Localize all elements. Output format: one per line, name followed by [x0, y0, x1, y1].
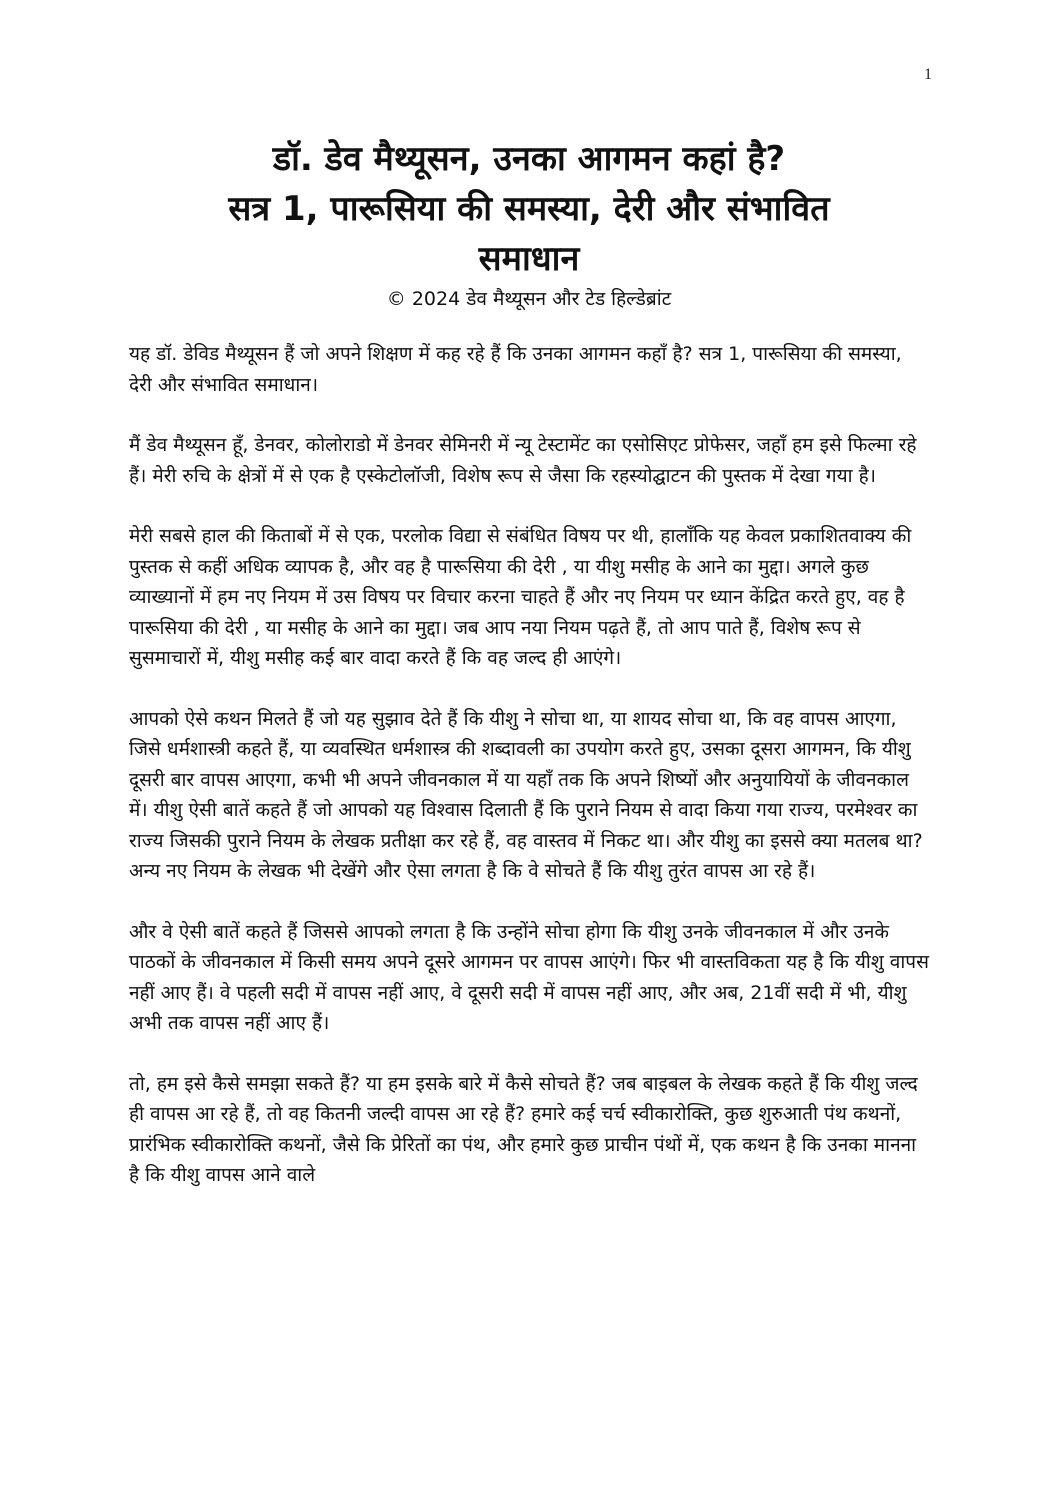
- title-block: [130, 134, 928, 312]
- paragraph-1: यह डॉ. डेविड मैथ्यूसन हैं जो अपने शिक्षण में कह रहे हैं कि उनका आगमन कहाँ है? सत्र 1, पारूसिया की समस्या, देरी और संभावित समाधान।: [129, 343, 902, 396]
- title-line-2: सत्र 1, पारूसिया की समस्या, देरी और संभावित: [228, 189, 830, 229]
- copyright-notice: © 2024 डेव मैथ्यूसन और टेड हिल्डेब्रांट: [386, 288, 672, 310]
- body-text: [129, 339, 929, 1221]
- paragraph-2: मैं डेव मैथ्यूसन हूँ, डेनवर, कोलोराडो में डेनवर सेमिनरी में न्यू टेस्टामेंट का एसोसिएट प्रोफेसर, जहाँ हम इसे फिल्मा रहे हैं। मेरी रुचि के क्षेत्रों में से एक है एस्केटोलॉजी, विशेष रूप से जैसा कि रहस्योद्घाटन की पुस्तक में देखा गया है।: [129, 434, 917, 487]
- page-number: 1: [924, 66, 932, 83]
- paragraph-4: आपको ऐसे कथन मिलते हैं जो यह सुझाव देते हैं कि यीशु ने सोचा था, या शायद सोचा था, कि वह वापस आएगा, जिसे धर्मशास्त्री कहते हैं, या व्यवस्थित धर्मशास्त्र की शब्दावली का उपयोग करते हुए, उसका दूसरा आगमन, कि यीशु दूसरी बार वापस आएगा, कभी भी अपने जीवनकाल में या यहाँ तक कि अपने शिष्यों और अनुयायियों के जीवनकाल में। यीशु ऐसी बातें कहते हैं जो आपको यह विश्वास दिलाती हैं कि पुराने नियम से वादा किया गया राज्य, परमेश्वर का राज्य जिसकी पुराने नियम के लेखक प्रतीक्षा कर रहे हैं, वह वास्तव में निकट था। और यीशु का इससे क्या मतलब था? अन्य नए नियम के लेखक भी देखेंगे और ऐसा लगता है कि वे सोचते हैं कि यीशु तुरंत वापस आ रहे हैं।: [129, 707, 923, 882]
- title-line-3: समाधान: [478, 239, 580, 279]
- paragraph-3: मेरी सबसे हाल की किताबों में से एक, परलोक विद्या से संबंधित विषय पर थी, हालाँकि यह केवल प्रकाशितवाक्य की पुस्तक से कहीं अधिक व्यापक है, और वह है पारूसिया की देरी , या यीशु मसीह के आने का मुद्दा। अगले कुछ व्याख्यानों में हम नए नियम में उस विषय पर विचार करना चाहते हैं और नए नियम पर ध्यान केंद्रित करते हुए, वह है पारूसिया की देरी , या मसीह के आने का मुद्दा। जब आप नया नियम पढ़ते हैं, तो आप पाते हैं, विशेष रूप से सुसमाचारों में, यीशु मसीह कई बार वादा करते हैं कि वह जल्द ही आएंगे।: [129, 525, 912, 669]
- paragraph-6: तो, हम इसे कैसे समझा सकते हैं? या हम इसके बारे में कैसे सोचते हैं? जब बाइबल के लेखक कहते हैं कि यीशु जल्द ही वापस आ रहे हैं, तो वह कितनी जल्दी वापस आ रहे हैं? हमारे कई चर्च स्वीकारोक्ति, कुछ शुरुआती पंथ कथनों, प्रारंभिक स्वीकारोक्ति कथनों, जैसे कि प्रेरितों का पंथ, और हमारे कुछ प्राचीन पंथों में, एक कथन है कि उनका मानना है कि यीशु वापस आने वाले: [129, 1072, 918, 1186]
- paragraph-5: और वे ऐसी बातें कहते हैं जिससे आपको लगता है कि उन्होंने सोचा होगा कि यीशु उनके जीवनकाल में और उनके पाठकों के जीवनकाल में किसी समय अपने दूसरे आगमन पर वापस आएंगे। फिर भी वास्तविकता यह है कि यीशु वापस नहीं आए हैं। वे पहली सदी में वापस नहीं आए, वे दूसरी सदी में वापस नहीं आए, और अब, 21वीं सदी में भी, यीशु अभी तक वापस नहीं आए हैं।: [129, 920, 929, 1034]
- title-line-1: डॉ. डेव मैथ्यूसन, उनका आगमन कहां है?: [272, 139, 786, 179]
